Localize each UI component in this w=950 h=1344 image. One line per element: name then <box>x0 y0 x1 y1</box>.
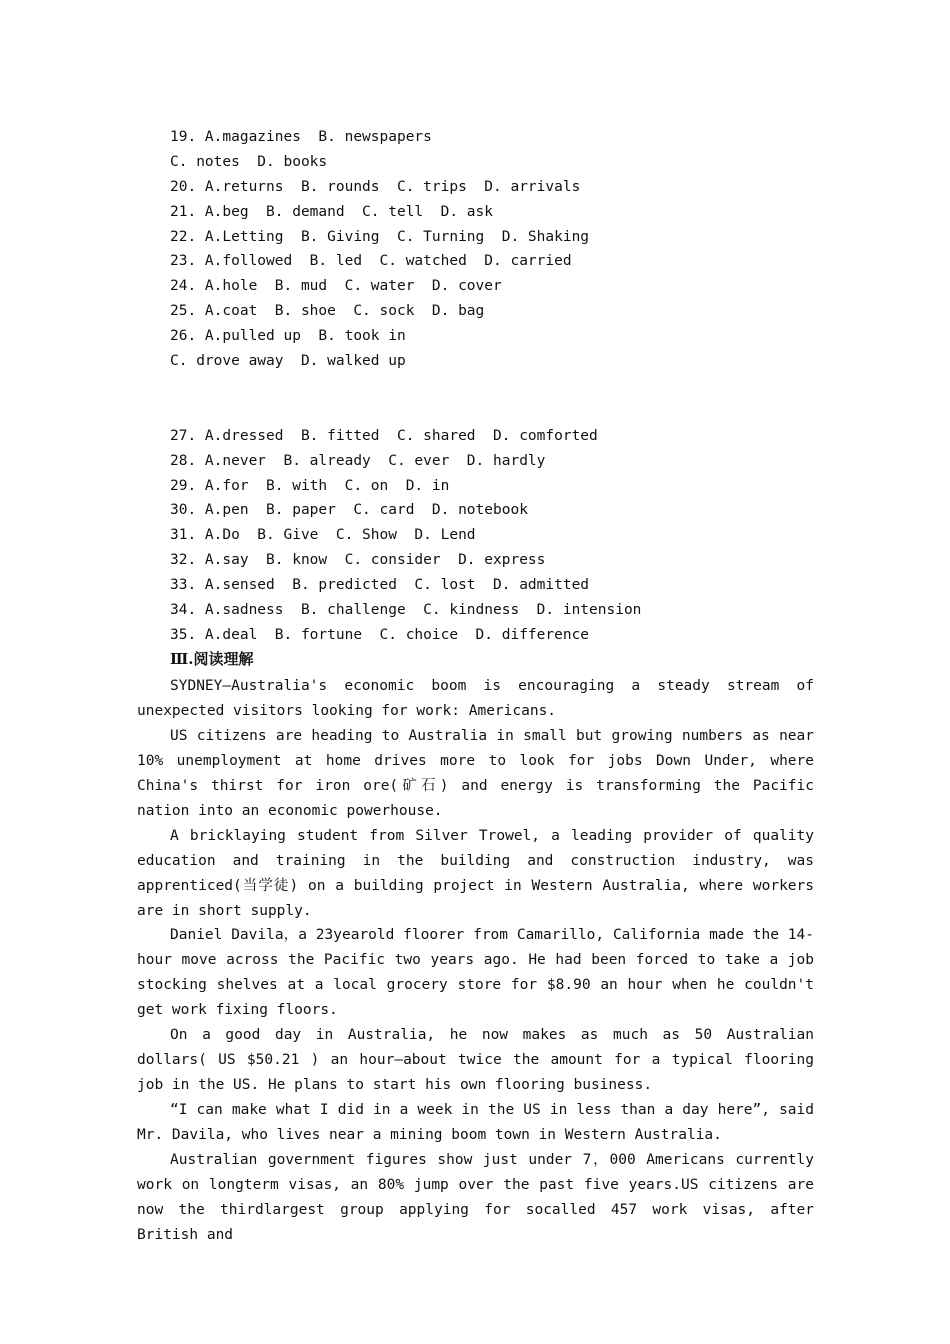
option-line-q32: 32. A.say B. know C. consider D. express <box>170 552 546 568</box>
paragraph-6: “I can make what I did in a week in the US in less than a day here”, said Mr. Davila, who lives near a mining boom town in Western Australia. <box>137 1102 814 1143</box>
option-line-q28: 28. A.never B. already C. ever D. hardly <box>170 453 546 469</box>
paragraph-4: Daniel Davila，a 23yearold floorer from Camarillo, California made the 14-hour move across the Pacific two years ago. He had been forced to take a job stocking shelves at a local grocery store for $8.90 an hour when he couldn't get work fixing floors. <box>137 927 814 1018</box>
option-line-q30: 30. A.pen B. paper C. card D. notebook <box>170 502 528 518</box>
section-heading: Ⅲ.阅读理解 <box>170 650 254 668</box>
option-line-q23: 23. A.followed B. led C. watched D. carried <box>170 253 572 269</box>
option-line-q29: 29. A.for B. with C. on D. in <box>170 478 450 494</box>
paragraph-1: SYDNEY—Australia's economic boom is encouraging a steady stream of unexpected visitors looking for work: Americans. <box>137 678 814 719</box>
option-line-q34: 34. A.sadness B. challenge C. kindness D. intension <box>170 602 642 618</box>
paragraph-2: US citizens are heading to Australia in small but growing numbers as near 10% unemployment at home drives more to look for jobs Down Under, where China's thirst for iron ore(矿石) and energy is transforming the Pacific nation into an economic powerhouse. <box>137 728 814 819</box>
option-line-q35: 35. A.deal B. fortune C. choice D. difference <box>170 627 590 643</box>
paragraph-3: A bricklaying student from Silver Trowel, a leading provider of quality education and training in the building and construction industry, was apprenticed(当学徒) on a building project in Western Australia, where workers are in short supply. <box>137 828 814 919</box>
paragraph-7: Australian government figures show just under 7，000 Americans currently work on longterm visas, an 80% jump over the past five years.US citizens are now the thirdlargest group applying for socalled 457 work visas, after British and <box>137 1152 814 1243</box>
option-line-q19: 19. A.magazines B. newspapers <box>170 129 432 145</box>
option-line-q27: 27. A.dressed B. fitted C. shared D. comforted <box>170 428 598 444</box>
option-line-q24: 24. A.hole B. mud C. water D. cover <box>170 278 502 294</box>
option-line-q21: 21. A.beg B. demand C. tell D. ask <box>170 204 494 220</box>
option-line-q20: 20. A.returns B. rounds C. trips D. arrivals <box>170 179 581 195</box>
option-line-q26-cont: C. drove away D. walked up <box>170 353 406 369</box>
option-line-q33: 33. A.sensed B. predicted C. lost D. admitted <box>170 577 590 593</box>
option-line-q25: 25. A.coat B. shoe C. sock D. bag <box>170 303 485 319</box>
option-line-q31: 31. A.Do B. Give C. Show D. Lend <box>170 527 476 543</box>
option-line-q22: 22. A.Letting B. Giving C. Turning D. Shaking <box>170 229 590 245</box>
option-line-q26: 26. A.pulled up B. took in <box>170 328 406 344</box>
paragraph-5: On a good day in Australia, he now makes as much as 50 Australian dollars( US $50.21 ) an hour—about twice the amount for a typical flooring job in the US. He plans to start his own flooring business. <box>137 1027 814 1093</box>
option-line-q19-cont: C. notes D. books <box>170 154 328 170</box>
